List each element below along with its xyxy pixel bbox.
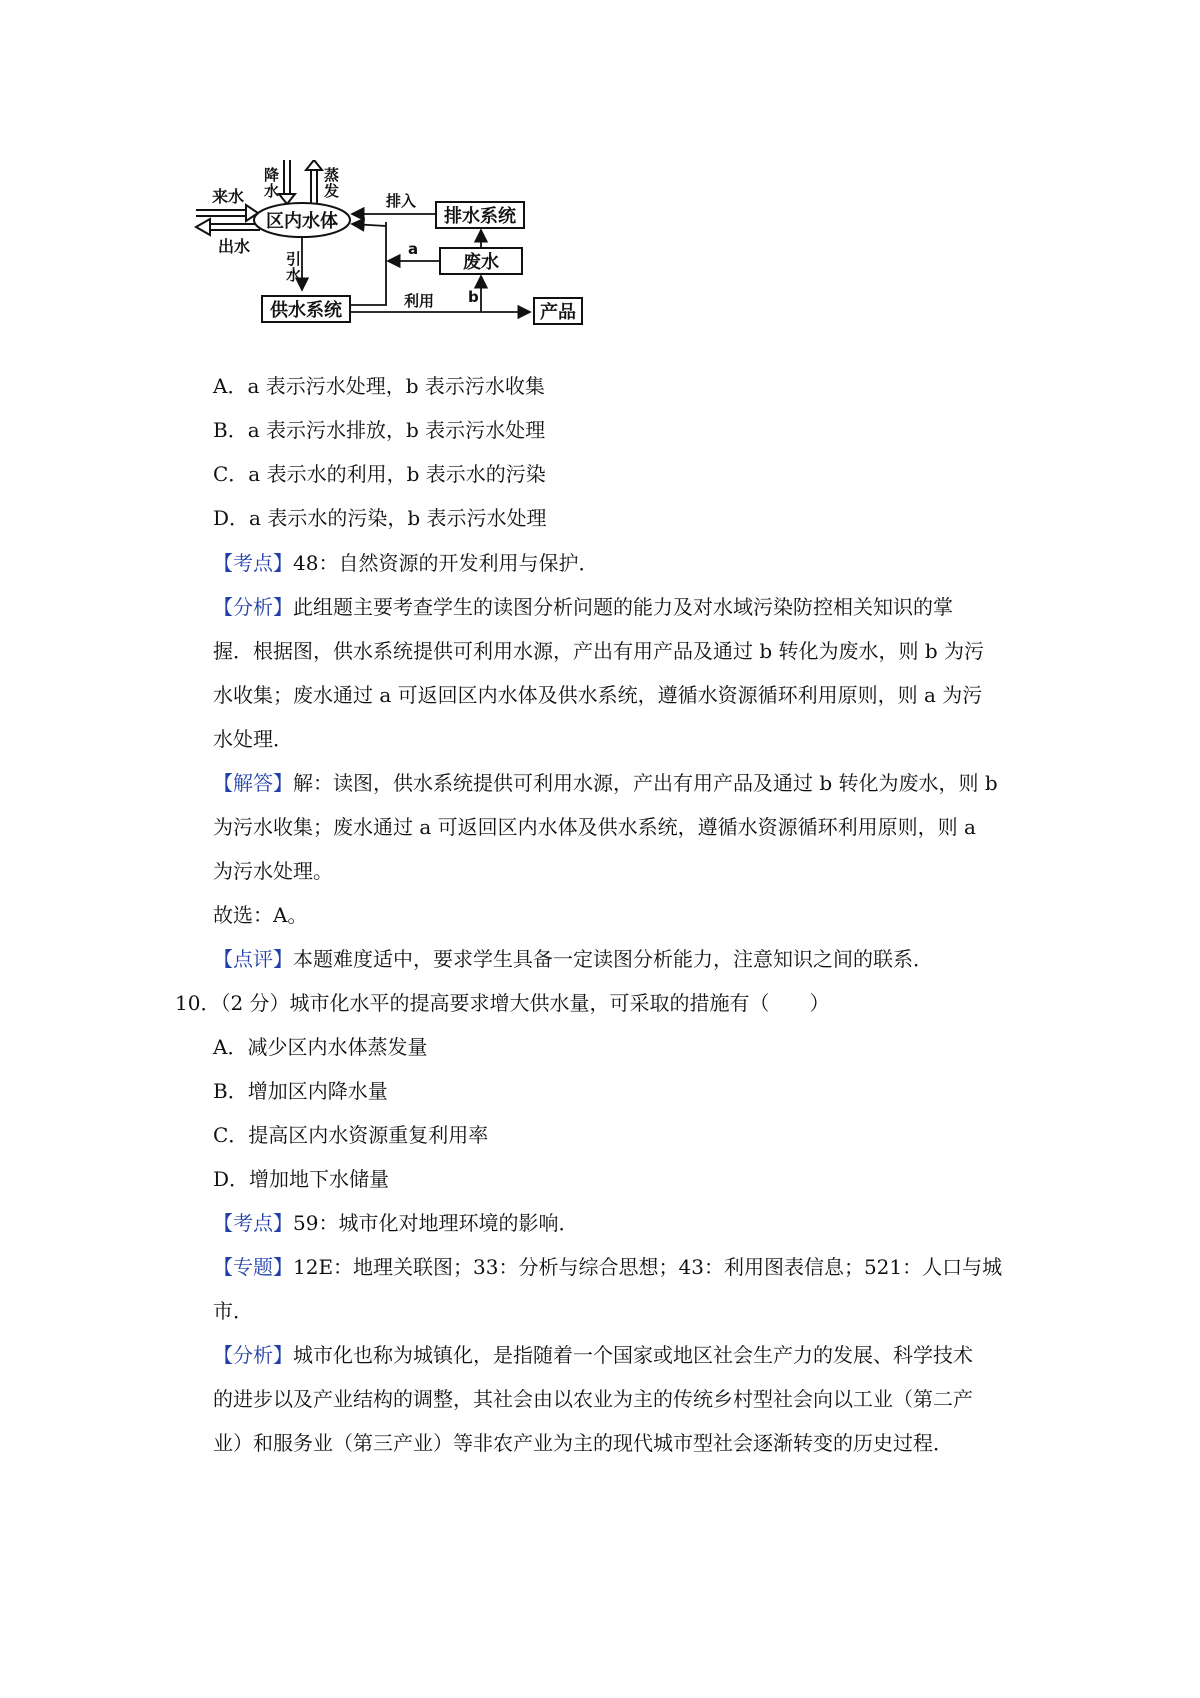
precipitation-label-1: 降 — [264, 166, 280, 184]
kaodian-tag: 【考点】 — [213, 1211, 293, 1235]
q9-fenxi-line1 — [213, 593, 953, 621]
drainage-system-label: 排水系统 — [444, 206, 516, 227]
q9-option-d: D．a 表示水的污染，b 表示污水处理 — [213, 506, 547, 530]
q10-kaodian — [213, 1209, 578, 1237]
q9-answer: 故选：A。 — [213, 903, 308, 927]
wastewater-label: 废水 — [463, 252, 499, 273]
q9-option-c: C．a 表示水的利用，b 表示水的污染 — [213, 462, 546, 486]
q9-jieda-line3: 为污水处理。 — [213, 859, 333, 883]
zhuanti-tag: 【专题】 — [213, 1255, 293, 1279]
water-system-diagram — [190, 160, 650, 360]
draw-water-label-1: 引 — [286, 250, 302, 268]
q10-fenxi-line3: 业）和服务业（第三产业）等非农产业为主的现代城市型社会逐渐转变的历史过程． — [213, 1431, 953, 1455]
q9-option-a: A．a 表示污水处理，b 表示污水收集 — [213, 374, 545, 398]
q9-jieda-line2: 为污水收集；废水通过 a 可返回区内水体及供水系统，遵循水资源循环利用原则，则 a — [213, 815, 976, 839]
fenxi-text-1: 城市化也称为城镇化，是指随着一个国家或地区社会生产力的发展、科学技术 — [293, 1343, 973, 1367]
return-loop-line — [350, 222, 386, 305]
q10-stem: 10．（2 分）城市化水平的提高要求增大供水量，可采取的措施有（ ） — [175, 991, 830, 1015]
label-b: b — [468, 288, 479, 306]
zhuanti-text-1: 12E：地理关联图；33：分析与综合思想；43：利用图表信息；521：人口与城 — [293, 1255, 1003, 1279]
fenxi-tag: 【分析】 — [213, 1343, 293, 1367]
label-a: a — [408, 240, 419, 258]
incoming-water-label: 来水 — [212, 187, 245, 206]
kaodian-tag: 【考点】 — [213, 551, 293, 575]
q9-kaodian — [213, 549, 598, 577]
q10-option-b: B．增加区内降水量 — [213, 1079, 388, 1103]
q10-option-d: D．增加地下水储量 — [213, 1167, 390, 1191]
outgoing-water-arrow — [196, 219, 260, 235]
q10-zhuanti-line2: 市． — [213, 1299, 253, 1323]
jieda-tag: 【解答】 — [213, 771, 293, 795]
q10-fenxi-line2: 的进步以及产业结构的调整，其社会由以农业为主的传统乡村型社会向以工业（第二产 — [213, 1387, 973, 1411]
evaporation-label-1: 蒸 — [324, 166, 340, 184]
fenxi-text-1: 此组题主要考查学生的读图分析问题的能力及对水域污染防控相关知识的掌 — [293, 595, 953, 619]
water-supply-system-label: 供水系统 — [270, 300, 342, 321]
utilization-label: 利用 — [404, 292, 435, 310]
q9-option-b: B．a 表示污水排放，b 表示污水处理 — [213, 418, 546, 442]
draw-water-label-2: 水 — [286, 266, 302, 284]
products-label: 产品 — [540, 302, 576, 323]
return-to-water-body-arrow — [352, 224, 386, 226]
precipitation-label-2: 水 — [264, 182, 280, 200]
incoming-water-arrow — [196, 205, 258, 221]
precipitation-arrow — [279, 160, 295, 204]
evaporation-label-2: 发 — [324, 182, 340, 200]
dianping-text: 本题难度适中，要求学生具备一定读图分析能力，注意知识之间的联系． — [293, 947, 933, 971]
kaodian-text: 59：城市化对地理环境的影响． — [293, 1211, 579, 1235]
regional-water-body-label: 区内水体 — [266, 211, 338, 232]
dianping-tag: 【点评】 — [213, 947, 293, 971]
evaporation-arrow — [306, 160, 322, 204]
q10-option-a: A．减少区内水体蒸发量 — [213, 1035, 428, 1059]
q9-fenxi-line3: 水收集；废水通过 a 可返回区内水体及供水系统，遵循水资源循环利用原则，则 a 为污 — [213, 683, 983, 707]
q9-fenxi-line4: 水处理． — [213, 727, 293, 751]
outgoing-water-label: 出水 — [218, 237, 251, 256]
q9-dianping — [213, 945, 933, 973]
jieda-text-1: 解：读图，供水系统提供可利用水源，产出有用产品及通过 b 转化为废水，则 b — [293, 771, 998, 795]
q9-jieda-line1 — [213, 769, 998, 797]
kaodian-text: 48：自然资源的开发利用与保护． — [293, 551, 599, 575]
q9-fenxi-line2: 握．根据图，供水系统提供可利用水源，产出有用产品及通过 b 转化为废水，则 b 为污 — [213, 639, 985, 663]
fenxi-tag: 【分析】 — [213, 595, 293, 619]
discharge-label: 排入 — [386, 192, 417, 210]
q10-option-c: C．提高区内水资源重复利用率 — [213, 1123, 489, 1147]
q10-zhuanti-line1 — [213, 1253, 1002, 1281]
q10-fenxi-line1 — [213, 1341, 973, 1369]
